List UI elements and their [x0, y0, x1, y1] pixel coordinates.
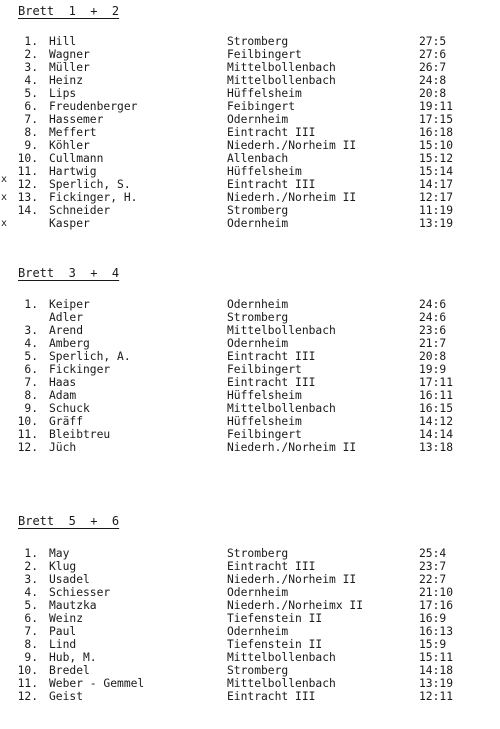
- rank-number: 10.: [17, 664, 38, 677]
- player-name: Klug: [49, 560, 77, 573]
- standing-row: [0, 74, 500, 87]
- score: 22:7: [419, 573, 447, 586]
- score: 24:8: [419, 74, 447, 87]
- club-name: Mittelbollenbach: [227, 61, 336, 74]
- score: 16:9: [419, 612, 447, 625]
- club-name: Tiefenstein II: [227, 638, 323, 651]
- club-name: Odernheim: [227, 298, 289, 311]
- section-heading: Brett 1 + 2: [18, 4, 120, 18]
- rank-number: 8.: [24, 638, 38, 651]
- club-name: Odernheim: [227, 337, 289, 350]
- standing-row: [0, 311, 500, 324]
- player-name: Bleibtreu: [49, 428, 111, 441]
- standing-row: [0, 191, 500, 204]
- standing-row: [0, 547, 500, 560]
- score: 15:12: [419, 152, 454, 165]
- standing-row: [0, 415, 500, 428]
- club-name: Mittelbollenbach: [227, 651, 336, 664]
- standing-row: [0, 35, 500, 48]
- score: 16:13: [419, 625, 454, 638]
- score: 14:12: [419, 415, 454, 428]
- standing-row: [0, 100, 500, 113]
- standing-row: [0, 87, 500, 100]
- score: 27:6: [419, 48, 447, 61]
- score: 13:18: [419, 441, 454, 454]
- row-mark: x: [1, 218, 8, 229]
- score: 15:14: [419, 165, 454, 178]
- club-name: Odernheim: [227, 586, 289, 599]
- club-name: Hüffelsheim: [227, 87, 302, 100]
- club-name: Eintracht III: [227, 690, 316, 703]
- club-name: Feilbingert: [227, 363, 302, 376]
- score: 14:17: [419, 178, 454, 191]
- player-name: Hassemer: [49, 113, 104, 126]
- standing-row: [0, 204, 500, 217]
- score: 11:19: [419, 204, 454, 217]
- rank-number: 7.: [24, 625, 38, 638]
- standing-row: [0, 586, 500, 599]
- score: 21:7: [419, 337, 447, 350]
- rank-number: 12.: [17, 441, 38, 454]
- club-name: Odernheim: [227, 625, 289, 638]
- rank-number: 5.: [24, 350, 38, 363]
- player-name: Schiesser: [49, 586, 111, 599]
- score: 15:11: [419, 651, 454, 664]
- score: 26:7: [419, 61, 447, 74]
- score: 14:14: [419, 428, 454, 441]
- player-name: Gräff: [49, 415, 84, 428]
- rank-number: 14.: [17, 204, 38, 217]
- standing-row: [0, 376, 500, 389]
- club-name: Eintracht III: [227, 350, 316, 363]
- score: 24:6: [419, 311, 447, 324]
- rank-number: 13.: [17, 191, 38, 204]
- club-name: Eintracht III: [227, 126, 316, 139]
- club-name: Stromberg: [227, 664, 289, 677]
- player-name: Fickinger, H.: [49, 191, 138, 204]
- rank-number: 1.: [24, 298, 38, 311]
- rank-number: 11.: [17, 428, 38, 441]
- club-name: Feibingert: [227, 100, 296, 113]
- club-name: Odernheim: [227, 217, 289, 230]
- club-name: Feilbingert: [227, 428, 302, 441]
- score: 16:15: [419, 402, 454, 415]
- standing-row: [0, 350, 500, 363]
- standing-row: [0, 324, 500, 337]
- player-name: Schneider: [49, 204, 111, 217]
- player-name: Cullmann: [49, 152, 104, 165]
- player-name: Sperlich, A.: [49, 350, 131, 363]
- rank-number: 4.: [24, 337, 38, 350]
- player-name: Köhler: [49, 139, 90, 152]
- score: 14:18: [419, 664, 454, 677]
- player-name: Müller: [49, 61, 90, 74]
- player-name: Sperlich, S.: [49, 178, 131, 191]
- score: 15:10: [419, 139, 454, 152]
- player-name: Bredel: [49, 664, 90, 677]
- standing-row: [0, 152, 500, 165]
- rank-number: 10.: [17, 415, 38, 428]
- rank-number: 6.: [24, 612, 38, 625]
- rank-number: 12.: [17, 690, 38, 703]
- rank-number: 1.: [24, 547, 38, 560]
- club-name: Hüffelsheim: [227, 389, 302, 402]
- player-name: Heinz: [49, 74, 84, 87]
- score: 12:17: [419, 191, 454, 204]
- club-name: Niederh./Norheim II: [227, 139, 357, 152]
- score: 21:10: [419, 586, 454, 599]
- standing-row: [0, 389, 500, 402]
- score: 23:7: [419, 560, 447, 573]
- score: 16:18: [419, 126, 454, 139]
- standing-row: [0, 337, 500, 350]
- standing-row: [0, 165, 500, 178]
- standing-row: [0, 61, 500, 74]
- player-name: Weber - Gemmel: [49, 677, 145, 690]
- standing-row: [0, 664, 500, 677]
- club-name: Eintracht III: [227, 376, 316, 389]
- score: 17:15: [419, 113, 454, 126]
- standing-row: [0, 363, 500, 376]
- rank-number: 9.: [24, 139, 38, 152]
- club-name: Niederh./Norheim II: [227, 573, 357, 586]
- standing-row: [0, 573, 500, 586]
- standing-row: [0, 174, 500, 191]
- club-name: Eintracht III: [227, 560, 316, 573]
- rank-number: 4.: [24, 586, 38, 599]
- rank-number: 6.: [24, 100, 38, 113]
- player-name: Weinz: [49, 612, 84, 625]
- score: 15:9: [419, 638, 447, 651]
- player-name: Keiper: [49, 298, 90, 311]
- score: 27:5: [419, 35, 447, 48]
- standing-row: [0, 113, 500, 126]
- player-name: Schuck: [49, 402, 90, 415]
- player-name: Lips: [49, 87, 77, 100]
- club-name: Tiefenstein II: [227, 612, 323, 625]
- club-name: Mittelbollenbach: [227, 74, 336, 87]
- standing-row: [0, 298, 500, 311]
- score: 19:9: [419, 363, 447, 376]
- standing-row: [0, 402, 500, 415]
- club-name: Mittelbollenbach: [227, 324, 336, 337]
- rank-number: 6.: [24, 363, 38, 376]
- club-name: Mittelbollenbach: [227, 402, 336, 415]
- player-name: Arend: [49, 324, 84, 337]
- club-name: Eintracht III: [227, 178, 316, 191]
- rank-number: 8.: [24, 389, 38, 402]
- standing-row: [0, 677, 500, 690]
- player-name: Hartwig: [49, 165, 97, 178]
- standing-row: [0, 428, 500, 441]
- club-name: Stromberg: [227, 35, 289, 48]
- score: 13:19: [419, 677, 454, 690]
- score: 23:6: [419, 324, 447, 337]
- player-name: Haas: [49, 376, 77, 389]
- player-name: Meffert: [49, 126, 97, 139]
- standing-row: [0, 612, 500, 625]
- club-name: Niederh./Norheimx II: [227, 599, 364, 612]
- rank-number: 5.: [24, 599, 38, 612]
- standing-row: [0, 651, 500, 664]
- player-name: Hill: [49, 35, 77, 48]
- player-name: Usadel: [49, 573, 90, 586]
- player-name: Freudenberger: [49, 100, 138, 113]
- standing-row: [0, 441, 500, 454]
- club-name: Stromberg: [227, 204, 289, 217]
- row-mark: x: [1, 192, 8, 203]
- player-name: Adler: [49, 311, 84, 324]
- rank-number: 4.: [24, 74, 38, 87]
- rank-number: 3.: [24, 61, 38, 74]
- rank-number: 9.: [24, 402, 38, 415]
- club-name: Stromberg: [227, 311, 289, 324]
- rank-number: 3.: [24, 573, 38, 586]
- player-name: Paul: [49, 625, 77, 638]
- player-name: May: [49, 547, 70, 560]
- rank-number: 10.: [17, 152, 38, 165]
- score: 20:8: [419, 350, 447, 363]
- standing-row: [0, 690, 500, 703]
- player-name: Kasper: [49, 217, 90, 230]
- club-name: Hüffelsheim: [227, 415, 302, 428]
- standing-row: [0, 560, 500, 573]
- rank-number: 8.: [24, 126, 38, 139]
- player-name: Fickinger: [49, 363, 111, 376]
- club-name: Feilbingert: [227, 48, 302, 61]
- standing-row: [0, 638, 500, 651]
- rank-number: 3.: [24, 324, 38, 337]
- standing-row: [0, 217, 500, 230]
- club-name: Odernheim: [227, 113, 289, 126]
- player-name: Mautzka: [49, 599, 97, 612]
- club-name: Hüffelsheim: [227, 165, 302, 178]
- section-heading: Brett 5 + 6: [18, 514, 120, 528]
- score: 17:11: [419, 376, 454, 389]
- score: 12:11: [419, 690, 454, 703]
- rank-number: 2.: [24, 48, 38, 61]
- club-name: Mittelbollenbach: [227, 677, 336, 690]
- score: 16:11: [419, 389, 454, 402]
- rank-number: 11.: [17, 677, 38, 690]
- score: 25:4: [419, 547, 447, 560]
- rank-number: 12.: [17, 178, 38, 191]
- score: 20:8: [419, 87, 447, 100]
- player-name: Adam: [49, 389, 77, 402]
- section-heading: Brett 3 + 4: [18, 266, 120, 280]
- rank-number: 2.: [24, 560, 38, 573]
- standing-row: [0, 625, 500, 638]
- standing-row: [0, 139, 500, 152]
- player-name: Hub, M.: [49, 651, 97, 664]
- rank-number: 1.: [24, 35, 38, 48]
- club-name: Niederh./Norheim II: [227, 191, 357, 204]
- player-name: Geist: [49, 690, 84, 703]
- rank-number: 7.: [24, 113, 38, 126]
- player-name: Lind: [49, 638, 77, 651]
- score: 24:6: [419, 298, 447, 311]
- club-name: Niederh./Norheim II: [227, 441, 357, 454]
- rank-number: 5.: [24, 87, 38, 100]
- score: 13:19: [419, 217, 454, 230]
- rank-number: 11.: [17, 165, 38, 178]
- rank-number: 9.: [24, 651, 38, 664]
- player-name: Wagner: [49, 48, 90, 61]
- standing-row: [0, 599, 500, 612]
- score: 17:16: [419, 599, 454, 612]
- rank-number: 7.: [24, 376, 38, 389]
- club-name: Stromberg: [227, 547, 289, 560]
- club-name: Allenbach: [227, 152, 289, 165]
- standing-row: [0, 48, 500, 61]
- score: 19:11: [419, 100, 454, 113]
- player-name: Amberg: [49, 337, 90, 350]
- row-mark: x: [1, 174, 8, 185]
- player-name: Jüch: [49, 441, 77, 454]
- standing-row: [0, 126, 500, 139]
